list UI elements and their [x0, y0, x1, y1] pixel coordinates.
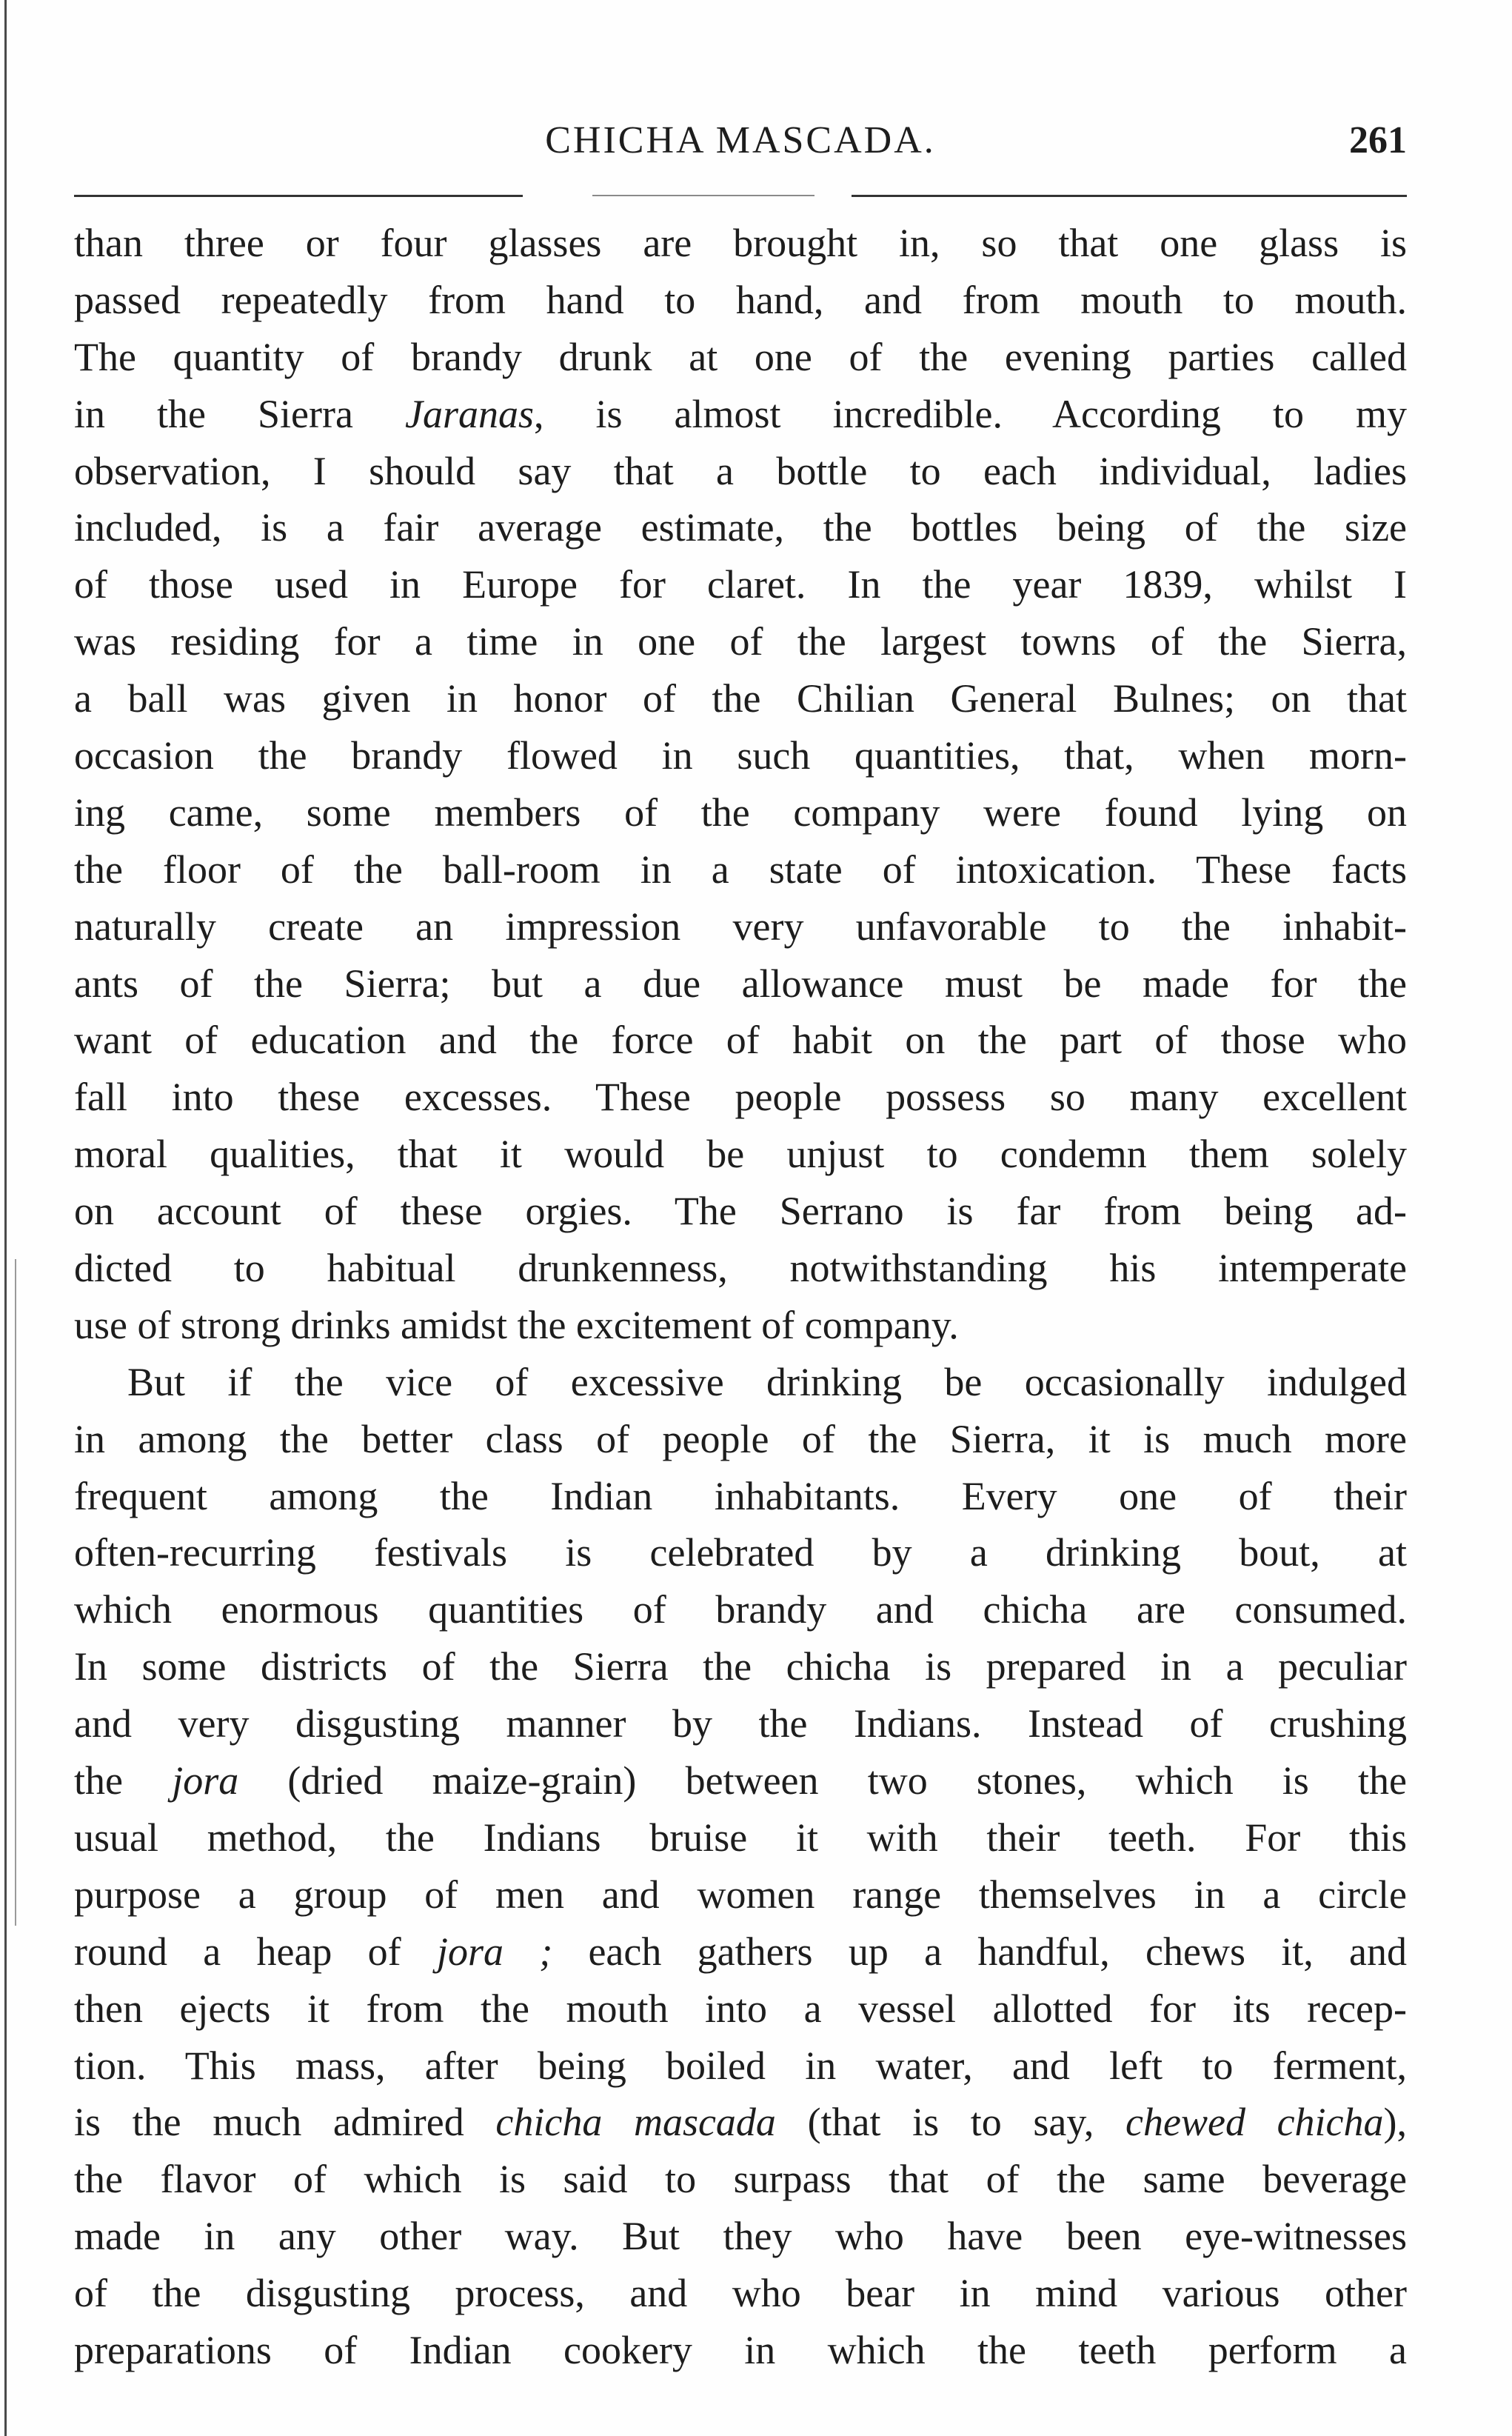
text-line: the floor of the ball-room in a state of intoxication. These facts	[74, 847, 1407, 892]
text-line: usual method, the Indians bruise it with their teeth. For this	[74, 1815, 1407, 1860]
paragraph-start-line: But if the vice of excessive drinking be occasionally indulged	[127, 1359, 1407, 1404]
text-line: often-recurring festivals is celebrated by a drinking bout, at	[74, 1530, 1407, 1575]
text-line: use of strong drinks amidst the excitement of company.	[74, 1302, 959, 1347]
text-line: want of education and the force of habit on the part of those who	[74, 1018, 1407, 1063]
text-line: the jora (dried maize-grain) between two stones, which is the	[74, 1758, 1407, 1803]
page-number: 261	[1349, 119, 1407, 161]
text-line: frequent among the Indian inhabitants. Every one of their	[74, 1473, 1407, 1518]
text-line: passed repeatedly from hand to hand, and from mouth to mouth.	[74, 277, 1407, 322]
text-line: the flavor of which is said to surpass that of the same beverage	[74, 2157, 1407, 2202]
text-line: of the disgusting process, and who bear in mind various other	[74, 2271, 1407, 2316]
text-line: dicted to habitual drunkenness, notwithstanding his intemperate	[74, 1246, 1407, 1291]
text-line: fall into these excesses. These people possess so many excellent	[74, 1075, 1407, 1120]
text-line: in the Sierra Jaranas, is almost incredible. According to my	[74, 391, 1407, 436]
running-head: CHICHA MASCADA.	[545, 119, 936, 161]
italic-term: chewed chicha	[1125, 2100, 1384, 2145]
text-line: The quantity of brandy drunk at one of the evening parties called	[74, 334, 1407, 379]
text-line: included, is a fair average estimate, the bottles being of the size	[74, 505, 1407, 550]
text-line: in among the better class of people of the Sierra, it is much more	[74, 1416, 1407, 1461]
text-line: a ball was given in honor of the Chilian General Bulnes; on that	[74, 676, 1407, 721]
text-line: and very disgusting manner by the Indians. Instead of crushing	[74, 1701, 1407, 1746]
text-line: observation, I should say that a bottle to each individual, ladies	[74, 448, 1407, 493]
text-line: tion. This mass, after being boiled in water, and left to ferment,	[74, 2043, 1407, 2088]
page-edge-shadow	[15, 1259, 16, 1926]
text-line: purpose a group of men and women range themselves in a circle	[74, 1872, 1407, 1917]
text-line: round a heap of jora ; each gathers up a handful, chews it, and	[74, 1929, 1407, 1974]
text-line: made in any other way. But they who have been eye-witnesses	[74, 2214, 1407, 2259]
text-line: is the much admired chicha mascada (that is to say, chewed chicha),	[74, 2100, 1408, 2145]
text-line: naturally create an impression very unfavorable to the inhabit-	[74, 904, 1407, 949]
text-line: preparations of Indian cookery in which the teeth perform a	[74, 2327, 1407, 2372]
text-line: of those used in Europe for claret. In the year 1839, whilst I	[74, 562, 1407, 607]
text-line: ants of the Sierra; but a due allowance must be made for the	[74, 961, 1407, 1006]
body-text	[74, 215, 1407, 2379]
text-line: occasion the brandy flowed in such quantities, that, when morn-	[74, 733, 1407, 778]
text-line: which enormous quantities of brandy and chicha are consumed.	[74, 1587, 1407, 1632]
page-edge-line	[4, 0, 7, 2436]
page-header	[74, 119, 1407, 170]
italic-term: chicha mascada	[495, 2100, 776, 2145]
header-rule	[74, 195, 523, 197]
text-line: on account of these orgies. The Serrano is far from being ad-	[74, 1189, 1407, 1234]
header-rule	[852, 195, 1407, 197]
italic-term: Jaranas	[404, 391, 534, 436]
text-line: moral qualities, that it would be unjust to condemn them solely	[74, 1132, 1407, 1177]
text-line: In some districts of the Sierra the chicha is prepared in a peculiar	[74, 1644, 1407, 1689]
italic-term: jora ;	[436, 1929, 553, 1974]
text-line: ing came, some members of the company were found lying on	[74, 790, 1407, 835]
italic-term: jora	[172, 1758, 239, 1803]
text-line: was residing for a time in one of the largest towns of the Sierra,	[74, 619, 1407, 664]
text-line: than three or four glasses are brought in, so that one glass is	[74, 221, 1407, 265]
header-rule	[592, 195, 814, 196]
text-line: then ejects it from the mouth into a vessel allotted for its recep-	[74, 1986, 1407, 2031]
